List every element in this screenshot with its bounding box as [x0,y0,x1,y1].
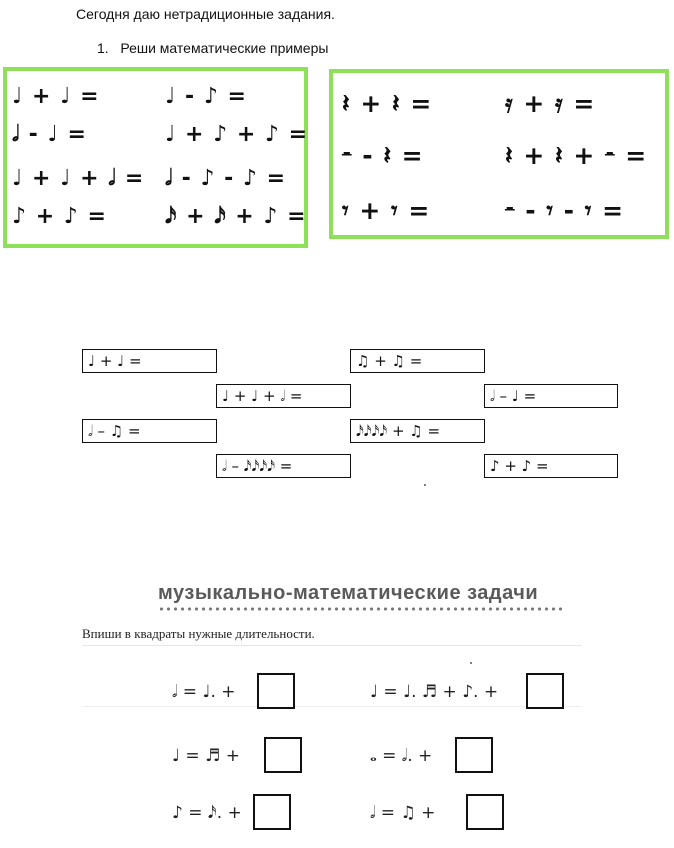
scan-speck [424,484,426,486]
note-expression: 𝅘𝅥𝅯 + 𝅘𝅥𝅯 + ♪ = [165,204,307,229]
answer-square[interactable] [264,737,302,773]
faint-scan-lines [82,645,582,707]
rhythm-exercise-box: 𝅗𝅥 – ♩ = [484,384,618,408]
note-expression: ♩ - ♪ = [165,84,247,109]
rhythm-exercise-box: ♩ + ♩ = [82,349,217,373]
answer-square[interactable] [257,673,295,709]
duration-equation: ♩ = ♬ + [172,746,240,766]
task-1-number: 1. [97,40,109,56]
intro-text: Сегодня даю нетрадиционные задания. [76,6,335,22]
rhythm-exercise-box: 𝅗𝅥 – 𝅘𝅥𝅯𝅘𝅥𝅯𝅘𝅥𝅯𝅘𝅥𝅯 = [216,454,351,478]
note-expression: 𝅗𝅥 - ♪ - ♪ = [165,166,287,191]
worksheet-instruction: Впиши в квадраты нужные длительности. [82,626,315,641]
rest-expression: 𝄿 + 𝄿 = [505,89,596,118]
duration-equation: 𝅝 = 𝅗𝅥. + [370,746,433,766]
note-expression: ♩ + ♩ + 𝅗𝅥 = [12,166,145,191]
note-expression: ♪ + ♪ = [12,204,107,229]
worksheet-title: музыкально-математические задачи [158,582,539,604]
answer-square[interactable] [526,673,564,709]
note-expression: ♩ + ♪ + ♪ = [165,122,309,147]
dotted-divider [158,606,562,612]
rhythm-exercise-box: ♩ + ♩ + 𝅗𝅥 = [216,384,351,408]
duration-equation: ♩ = ♩. ♬ + ♪. + [370,682,499,702]
note-expression: 𝅗𝅥 - ♩ = [12,122,87,147]
duration-equation: 𝅗𝅥 = ♩. + [172,682,236,702]
rest-expression: 𝄽 + 𝄽 = [342,89,433,118]
note-expression: ♩ + ♩ = [12,84,100,109]
rest-expression: 𝄾 + 𝄾 = [342,196,431,225]
task-1-label: Реши математические примеры [120,40,329,56]
rhythm-exercise-box: ♪ + ♪ = [484,454,618,478]
rhythm-exercise-box: 𝅗𝅥 – ♫ = [82,419,217,443]
rest-expression: 𝄼 - 𝄾 - 𝄾 = [505,196,625,225]
task-1-heading [97,40,328,56]
duration-equation: ♪ = 𝅘𝅥𝅯. + [172,803,242,823]
rest-expression: 𝄼 - 𝄽 = [342,141,424,170]
scan-speck [470,662,472,664]
rest-expression: 𝄽 + 𝄽 + 𝄼 = [505,141,648,170]
rhythm-exercise-box: ♫ + ♫ = [350,349,485,373]
duration-equation: 𝅗𝅥 = ♫ + [370,803,436,823]
answer-square[interactable] [455,737,493,773]
answer-square[interactable] [253,794,291,830]
answer-square[interactable] [466,794,504,830]
rhythm-exercise-box: 𝅘𝅥𝅯𝅘𝅥𝅯𝅘𝅥𝅯𝅘𝅥𝅯 + ♫ = [350,419,485,443]
